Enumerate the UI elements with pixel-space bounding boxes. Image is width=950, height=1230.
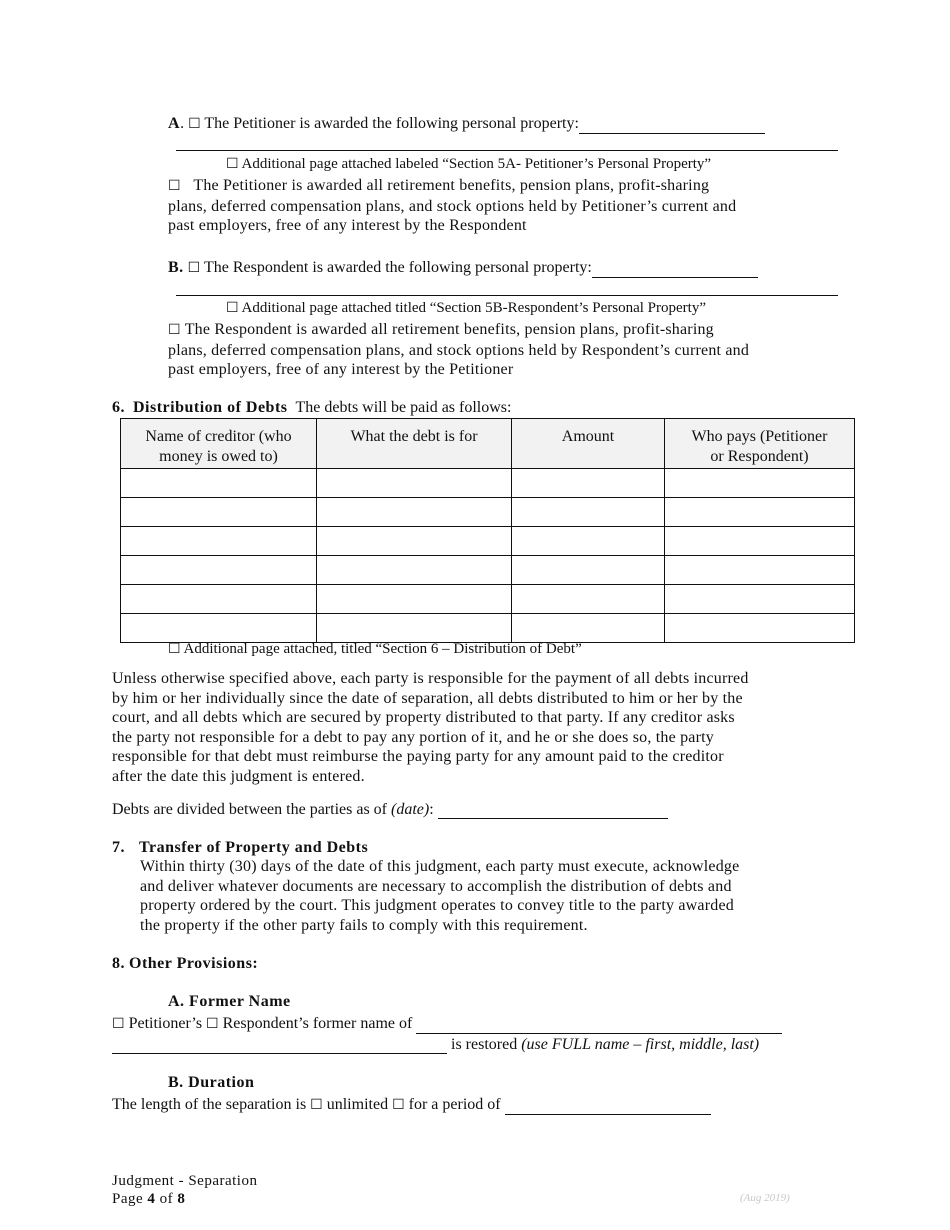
petitioner-property-field[interactable]	[579, 116, 765, 134]
debts-responsibility-paragraph	[112, 669, 749, 786]
checkbox-5b-additional-icon[interactable]: ☐	[226, 300, 239, 316]
table-row	[121, 469, 855, 498]
section-5b-line	[168, 258, 758, 278]
debts-date-label: (date)	[391, 801, 430, 818]
section-5b-retirement	[168, 320, 749, 380]
table-row	[121, 498, 855, 527]
section-7-title: Transfer of Property and Debts	[139, 839, 369, 856]
duration-unlimited-label: unlimited	[326, 1096, 389, 1113]
checkbox-6-additional-icon[interactable]: ☐	[168, 641, 181, 657]
section-6-additional-text: Additional page attached, titled “Section 6 – Distribution of Debt”	[183, 641, 582, 657]
paragraph-line: responsible for that debt must reimburse the paying party for any amount paid to the creditor	[112, 748, 724, 765]
section-6-intro: The debts will be paid as follows:	[295, 399, 512, 416]
checkbox-petitioner-icon[interactable]: ☐	[112, 1016, 125, 1032]
former-name-heading: A. Former Name	[168, 993, 291, 1010]
revision-stamp: (Aug 2019)	[740, 1192, 790, 1204]
former-name-restored-line	[112, 1035, 759, 1054]
table-cell[interactable]	[512, 498, 665, 527]
paragraph-line: Unless otherwise specified above, each party is responsible for the payment of all debts incurred	[112, 670, 749, 687]
table-cell[interactable]	[512, 556, 665, 585]
section-6-heading	[112, 398, 511, 417]
section-5b-retirement-line: The Respondent is awarded all retirement benefits, pension plans, profit-sharing	[184, 321, 714, 338]
checkbox-period-icon[interactable]: ☐	[392, 1097, 405, 1113]
section-5b-additional-text: Additional page attached titled “Section 5B-Respondent’s Personal Property”	[241, 300, 706, 316]
table-cell[interactable]	[121, 498, 317, 527]
section-6-title: Distribution of Debts	[133, 399, 288, 416]
table-cell[interactable]	[665, 527, 855, 556]
section-5a-retirement-line: plans, deferred compensation plans, and stock options held by Petitioner’s current and	[168, 197, 737, 215]
paragraph-line: court, and all debts which are secured by property distributed to that party. If any creditor asks	[112, 709, 735, 726]
former-name-petitioner-label: Petitioner’s	[128, 1015, 203, 1032]
table-cell[interactable]	[121, 556, 317, 585]
column-header-who-pays: Who pays (Petitioner or Respondent)	[665, 419, 855, 469]
section-5a-retirement	[168, 176, 736, 236]
section-7-line: property ordered by the court. This judgment operates to convey title to the party awarded	[140, 897, 734, 914]
table-cell[interactable]	[317, 614, 512, 643]
checkbox-5b-icon[interactable]: ☐	[187, 260, 201, 276]
duration-line	[112, 1095, 711, 1115]
debts-date-line	[112, 800, 668, 819]
section-6-additional	[168, 640, 582, 659]
footer-page-total: 8	[177, 1191, 186, 1207]
section-5b-text: The Respondent is awarded the following personal property:	[203, 259, 592, 276]
table-row	[121, 585, 855, 614]
section-7-body	[140, 857, 739, 935]
section-7-line: the property if the other party fails to comply with this requirement.	[140, 916, 588, 934]
respondent-property-field[interactable]	[592, 260, 758, 278]
section-8-title: Other Provisions:	[129, 955, 259, 972]
debts-table	[120, 418, 855, 643]
table-cell[interactable]	[317, 556, 512, 585]
section-5a-additional-text: Additional page attached labeled “Section 5A- Petitioner’s Personal Property”	[241, 156, 712, 172]
table-cell[interactable]	[665, 469, 855, 498]
section-8-number: 8.	[112, 955, 125, 972]
section-8-heading	[112, 954, 258, 973]
table-cell[interactable]	[512, 614, 665, 643]
former-name-hint: (use FULL name – first, middle, last)	[521, 1036, 760, 1053]
restored-name-field[interactable]	[112, 1036, 447, 1054]
checkbox-unlimited-icon[interactable]: ☐	[310, 1097, 323, 1113]
column-header-debt-for: What the debt is for	[317, 419, 512, 469]
section-5a-retirement-line: past employers, free of any interest by the Respondent	[168, 217, 527, 234]
table-cell[interactable]	[665, 614, 855, 643]
debts-date-colon: :	[429, 801, 434, 818]
checkbox-5a-icon[interactable]: ☐	[188, 116, 201, 132]
section-5b-additional	[226, 299, 706, 318]
table-cell[interactable]	[317, 527, 512, 556]
table-row	[121, 614, 855, 643]
debts-date-prefix: Debts are divided between the parties as of	[112, 801, 392, 818]
former-name-line	[112, 1014, 782, 1034]
footer	[112, 1172, 257, 1208]
section-5a-retirement-line: The Petitioner is awarded all retirement benefits, pension plans, profit-sharing	[193, 177, 710, 194]
paragraph-line: by him or her individually since the date of separation, all debts distributed to him or her by the	[112, 689, 743, 707]
checkbox-5b-retirement-icon[interactable]: ☐	[168, 322, 181, 338]
former-name-restored: is restored	[451, 1036, 518, 1053]
table-cell[interactable]	[512, 585, 665, 614]
table-cell[interactable]	[665, 498, 855, 527]
section-5a-additional	[226, 155, 711, 174]
checkbox-5a-retirement-icon[interactable]: ☐	[168, 178, 181, 194]
respondent-property-field-line2[interactable]	[176, 295, 838, 296]
debts-table-header	[121, 419, 855, 469]
table-cell[interactable]	[121, 527, 317, 556]
debts-date-field[interactable]	[438, 801, 668, 819]
section-5b-letter: B.	[168, 259, 184, 276]
checkbox-respondent-icon[interactable]: ☐	[206, 1016, 219, 1032]
table-cell[interactable]	[121, 469, 317, 498]
footer-page-number: 4	[147, 1191, 156, 1207]
duration-prefix: The length of the separation is	[112, 1096, 307, 1113]
paragraph-line: the party not responsible for a debt to pay any portion of it, and he or she does so, the party	[112, 728, 714, 746]
section-5b-retirement-line: past employers, free of any interest by the Petitioner	[168, 361, 514, 378]
table-cell[interactable]	[665, 556, 855, 585]
former-name-field[interactable]	[416, 1016, 782, 1034]
footer-title: Judgment - Separation	[112, 1173, 258, 1189]
duration-period-label: for a period of	[408, 1096, 501, 1113]
paragraph-line: after the date this judgment is entered.	[112, 767, 365, 785]
table-cell[interactable]	[121, 585, 317, 614]
section-7-heading	[112, 838, 368, 857]
table-cell[interactable]	[665, 585, 855, 614]
former-name-respondent-label: Respondent’s former name of	[222, 1015, 413, 1032]
table-row	[121, 527, 855, 556]
table-row	[121, 556, 855, 585]
footer-page: Page 4 of 8	[112, 1191, 186, 1207]
column-header-creditor: Name of creditor (who money is owed to)	[121, 419, 317, 469]
duration-heading: B. Duration	[168, 1074, 255, 1091]
section-7-line: and deliver whatever documents are necessary to accomplish the distribution of debts and	[140, 877, 732, 895]
section-5a-letter: A	[168, 115, 181, 132]
petitioner-property-field-line2[interactable]	[176, 150, 838, 151]
table-cell[interactable]	[317, 585, 512, 614]
table-cell[interactable]	[317, 498, 512, 527]
section-5a-line: A. ☐ The Petitioner is awarded the following personal property:	[168, 114, 765, 134]
table-cell[interactable]	[512, 527, 665, 556]
section-7-number: 7.	[112, 839, 125, 856]
section-5a-text: The Petitioner is awarded the following personal property:	[204, 115, 579, 132]
table-cell[interactable]	[512, 469, 665, 498]
section-6-number: 6.	[112, 399, 125, 416]
table-cell[interactable]	[317, 469, 512, 498]
table-cell[interactable]	[121, 614, 317, 643]
section-5b-retirement-line: plans, deferred compensation plans, and stock options held by Respondent’s current and	[168, 341, 750, 359]
duration-period-field[interactable]	[505, 1097, 711, 1115]
column-header-amount: Amount	[512, 419, 665, 469]
checkbox-5a-additional-icon[interactable]: ☐	[226, 156, 239, 172]
section-7-line: Within thirty (30) days of the date of this judgment, each party must execute, acknowledge	[140, 858, 740, 875]
